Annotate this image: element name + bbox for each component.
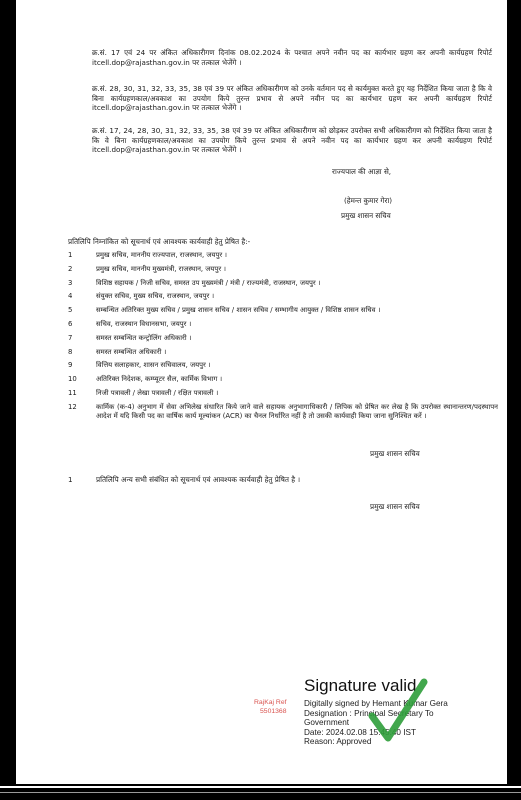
list-item: 2 प्रमुख सचिव, माननीय मुख्यमंत्री, राजस्थान, जयपुर । <box>68 264 226 273</box>
bottom-divider-gray <box>0 792 521 793</box>
bottom-divider <box>0 786 521 788</box>
list-item: 8 समस्त सम्बन्धित अधिकारी । <box>68 347 167 356</box>
signatory-title-3: प्रमुख शासन सचिव <box>370 502 420 511</box>
signature-reason: Reason: Approved <box>304 737 372 747</box>
signatory-title: प्रमुख शासन सचिव <box>341 211 391 220</box>
list-item: 9 वित्तिय सलाहकार, शासन सचिवालय, जयपुर । <box>68 361 211 370</box>
paragraph-all-officers: क्र.सं. 17, 24, 28, 30, 31, 32, 33, 35, 38 एवं 39 पर अंकित अधिकारीगण को छोड़कर उपरोक्त सभी अधिकारीगण को निर्देशित किया जाता है कि वे बिना कार्यग्रहणकाल/अवकाश का उपयोग किये तुरन्त प्रभाव से अपने नवीन पद का कार्यभार ग्रहण कर अपनी कार्यग्रहण रिपोर्ट itcell.dop@rajasthan.gov.in पर तत्काल भेजेंगे । <box>92 126 492 155</box>
signature-date: Date: 2024.02.08 15:45:40 IST <box>304 727 416 737</box>
check-icon <box>368 676 428 746</box>
document-page <box>16 0 507 784</box>
designation-line-1: Designation : Principal Secretary To <box>304 708 434 718</box>
paragraph-relieve-officers: क्र.सं. 28, 30, 31, 32, 33, 35, 38 एवं 39 पर अंकित अधिकारीगण को उनके वर्तमान पद से कार्यमुक्त करते हुए यह निर्देशित किया जाता है कि वे बिना कार्यग्रहणकाल/अवकाश का उपयोग किये तुरन्त प्रभाव से अपने नवीन पद का कार्यभार ग्रहण कर अपनी कार्यग्रहण रिपोर्ट itcell.dop@rajasthan.gov.in पर तत्काल भेजेंगे । <box>92 84 492 113</box>
list-item: 7 समस्त सम्बन्धित कन्ट्रोलिंग अधिकारी । <box>68 333 192 342</box>
list-item: 10 अतिरिक्त निदेशक, कम्प्यूटर सैल, कार्मिक विभाग । <box>68 375 223 384</box>
rajkaj-ref-number: 5501368 <box>260 707 287 715</box>
designation-line-2: Government <box>304 718 350 728</box>
list-item: 1 प्रमुख सचिव, माननीय राज्यपाल, राजस्थान, जयपुर । <box>68 251 228 259</box>
rajkaj-reference <box>254 699 287 716</box>
governor-order: राज्यपाल की आज्ञा से, <box>332 167 392 176</box>
copy-to-intro: प्रतिलिपि निम्नांकित को सूचनार्थ एवं आवश्यक कार्यवाही हेतु प्रेषित है:- <box>68 237 251 246</box>
signature-status: Signature valid <box>304 676 417 695</box>
paragraph-joining-17-24: क्र.सं. 17 एवं 24 पर अंकित अधिकारीगण दिनांक 08.02.2024 के पश्चात अपने नवीन पद का कार्यभार ग्रहण कर अपनी कार्यग्रहण रिपोर्ट itcell.dop@rajasthan.gov.in पर तत्काल भेजेंगे । <box>92 48 492 67</box>
copy-to-others-num: 1 <box>68 475 73 484</box>
signatory-title-2: प्रमुख शासन सचिव <box>370 449 420 458</box>
list-item: 4 संयुक्त सचिव, मुख्य सचिव, राजस्थान, जयपुर । <box>68 292 215 301</box>
list-item: 6 सचिव, राजस्थान विधानसभा, जयपुर । <box>68 319 192 328</box>
list-item: 12 कार्मिक (क-4) अनुभाग में सेवा अभिलेख संधारित किये जाने वाले सहायक अनुभागाधिकारी / लिपिक को प्रेषित कर लेख है कि उपरोक्त स्थानान्तरण/पदस्थापन आदेश में यदि किसी पद का वार्षिक कार्य मूल्यांकन (ACR) का चैनल निर्धारित नहीं है तो उसकी कार्यवाही किया जाना सुनिश्चित करें । <box>68 402 498 420</box>
list-item: 5 सम्बन्धित अतिरिक्त मुख्य सचिव / प्रमुख शासन सचिव / शासन सचिव / सम्भागीय आयुक्त / विशिष्ठ शासन सचिव । <box>68 306 381 315</box>
copy-to-list <box>68 251 498 426</box>
signatory-name: (हेमन्त कुमार गेरा) <box>344 196 393 205</box>
signed-by: Digitally signed by Hemant Kumar Gera <box>304 699 448 708</box>
copy-to-others-text: प्रतिलिपि अन्य सभी संबंधित को सूचनार्थ एवं आवश्यक कार्यवाही हेतु प्रेषित है । <box>96 475 301 484</box>
rajkaj-ref-label: RajKaj Ref <box>254 699 287 706</box>
list-item: 3 विशिष्ठ सहायक / निजी सचिव, समस्त उप मुख्यमंत्री / मंत्री / राज्यमंत्री, राजस्थान, जयपुर । <box>68 278 321 287</box>
list-item: 11 निजी पत्रावली / लेखा पत्रावली / रक्षित पत्रावली । <box>68 388 219 397</box>
